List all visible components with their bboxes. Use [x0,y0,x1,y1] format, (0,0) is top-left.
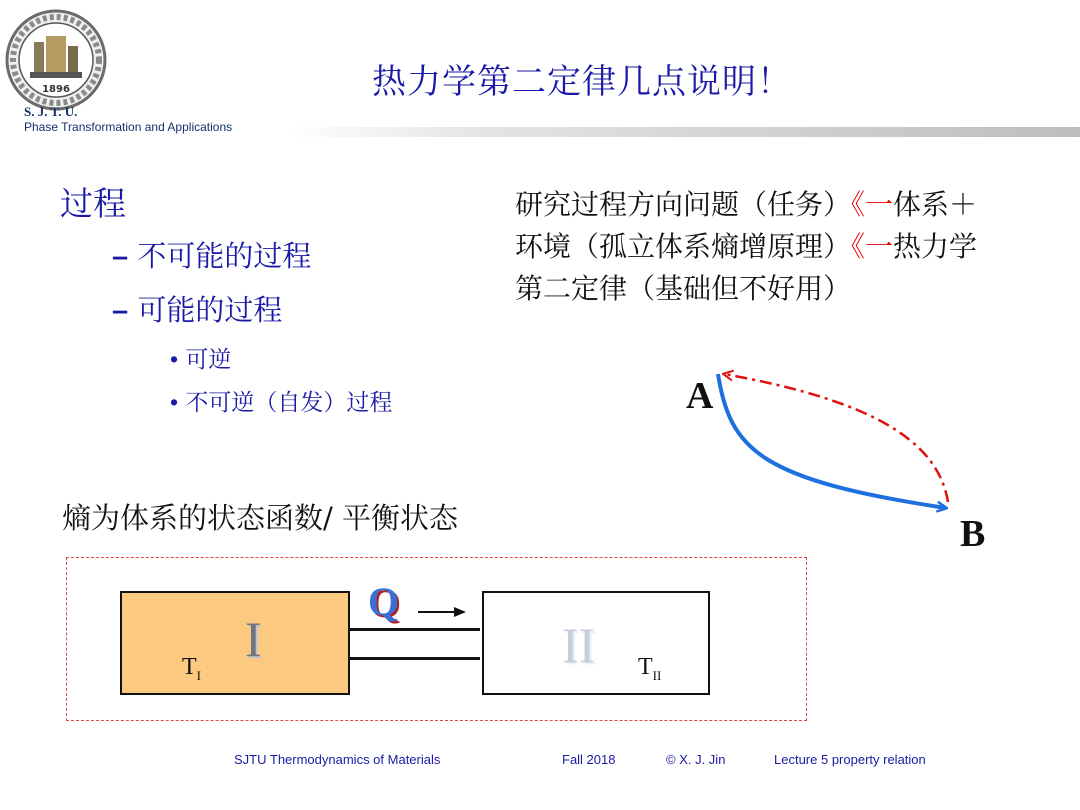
red-marker: 《一 [851,188,894,221]
sub-item-label: 不可逆（自发）过程 [185,390,393,416]
text-segment: 体系＋环境（孤立体系熵增原理） [515,188,978,263]
red-marker: 《一 [851,230,894,263]
dash-marker: – [112,295,129,327]
heat-q-label: Q [368,579,400,624]
list-item-label: 可能的过程 [137,293,283,327]
footer-copyright: © X. J. Jin [666,752,726,767]
page-title: 热力学第二定律几点说明！ [372,62,792,102]
sub-list-item [170,384,392,417]
reversible-path [718,374,946,508]
entropy-note: 熵为体系的状态函数/ 平衡状态 [62,501,458,535]
dash-marker: – [112,241,129,273]
header-divider [284,127,1080,137]
list-heading: 过程 [60,184,126,223]
footer-term: Fall 2018 [562,752,616,767]
connecting-pipe [348,628,480,660]
sub-list-item [170,341,231,374]
point-b-label: B [960,513,986,555]
sub-item-label: 可逆 [185,347,232,373]
org-subtitle: Phase Transformation and Applications [24,120,233,134]
temperature-i: $T_I$ [182,654,202,683]
subsystem-ii [482,591,710,695]
text-segment: 热力学第二定律（基础但不好用） [515,230,978,305]
subsystem-i-label: I [245,611,262,667]
list-item [112,234,311,275]
subsystem-i [120,591,350,695]
path-diagram [700,360,980,530]
subsystem-ii-label: II [562,617,596,673]
text-segment: 研究过程方向问题（任务） [515,188,852,221]
footer-lecture: Lecture 5 property relation [774,752,926,767]
research-direction-text [515,184,995,310]
heat-flow-arrow-icon [418,604,468,620]
sjtu-logo [4,8,108,112]
bullet-marker: • [170,346,179,372]
temperature-ii: $T_{II}$ [638,654,662,683]
bullet-marker: • [170,389,179,415]
irreversible-path [724,374,948,502]
point-a-label: A [686,375,714,417]
list-item [112,288,282,329]
org-name: S. J. T. U. [24,104,78,119]
logo-year: 1896 [42,84,70,95]
footer-course: SJTU Thermodynamics of Materials [234,752,441,767]
list-item-label: 不可能的过程 [137,239,312,273]
